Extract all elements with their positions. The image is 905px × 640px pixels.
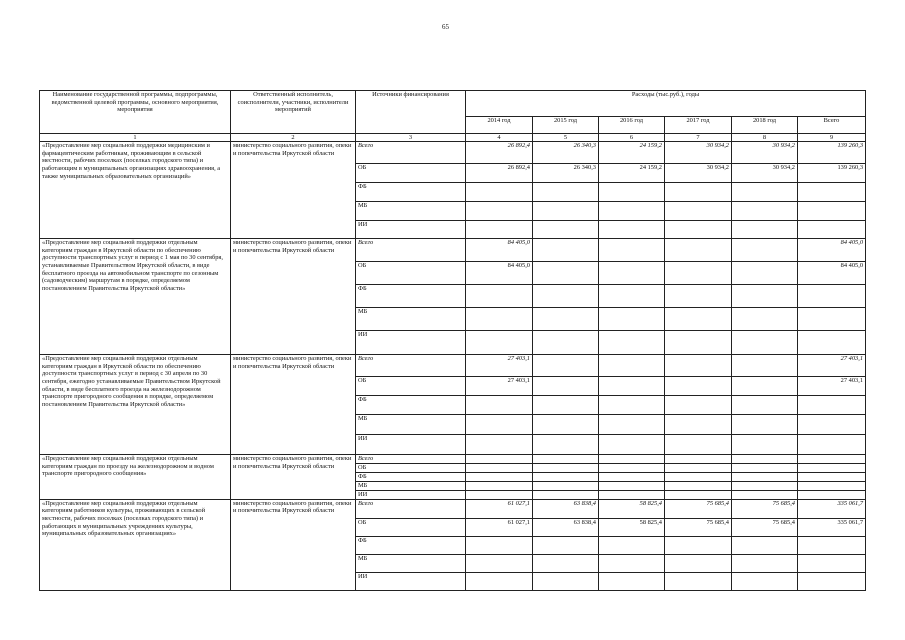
year-value-cell: 75 685,4: [665, 499, 732, 518]
year-value-cell: [732, 490, 798, 499]
total-value-cell: [798, 285, 866, 308]
total-value-cell: 335 061,7: [798, 518, 866, 536]
measure-name: «Предоставление мер социальной поддержки отдельным категориям граждан по проезду на железнодорожном и водном транспорте пригородного сообщения»: [40, 455, 231, 500]
responsible-executor: министерство социального развития, опеки и попечительства Иркутской области: [231, 499, 356, 590]
total-value-cell: 84 405,0: [798, 239, 866, 262]
responsible-executor: министерство социального развития, опеки и попечительства Иркутской области: [231, 142, 356, 239]
total-value-cell: [798, 536, 866, 554]
funding-source: ИИ: [356, 221, 466, 239]
total-value-cell: [798, 473, 866, 482]
year-value-cell: [533, 331, 599, 355]
year-value-cell: [665, 396, 732, 415]
year-value-cell: 24 159,2: [599, 142, 665, 164]
year-value-cell: [665, 572, 732, 590]
year-value-cell: [599, 482, 665, 491]
year-value-cell: [665, 202, 732, 221]
year-value-cell: 30 934,2: [665, 142, 732, 164]
funding-source: ОБ: [356, 464, 466, 473]
year-value-cell: [599, 202, 665, 221]
year-value-cell: [599, 464, 665, 473]
column-number: 4: [466, 134, 533, 142]
column-number: 3: [356, 134, 466, 142]
column-number: 2: [231, 134, 356, 142]
year-value-cell: [533, 482, 599, 491]
year-value-cell: [599, 473, 665, 482]
total-value-cell: [798, 202, 866, 221]
year-value-cell: [466, 455, 533, 464]
year-value-cell: [732, 262, 798, 285]
year-value-cell: [665, 536, 732, 554]
year-value-cell: 75 685,4: [732, 499, 798, 518]
year-value-cell: [599, 415, 665, 435]
year-value-cell: [732, 396, 798, 415]
year-value-cell: 75 685,4: [732, 518, 798, 536]
year-value-cell: [599, 536, 665, 554]
funding-source: ОБ: [356, 262, 466, 285]
year-value-cell: [599, 331, 665, 355]
funding-source: Всего: [356, 239, 466, 262]
year-value-cell: [665, 464, 732, 473]
column-number: 7: [665, 134, 732, 142]
total-value-cell: [798, 183, 866, 202]
total-value-cell: 84 405,0: [798, 262, 866, 285]
year-value-cell: [533, 415, 599, 435]
funding-source: Всего: [356, 455, 466, 464]
year-value-cell: [533, 464, 599, 473]
year-value-cell: [466, 572, 533, 590]
funding-source: ИИ: [356, 572, 466, 590]
year-value-cell: [599, 183, 665, 202]
year-value-cell: [732, 572, 798, 590]
total-value-cell: [798, 455, 866, 464]
year-value-cell: 26 892,4: [466, 164, 533, 183]
year-value-cell: [732, 455, 798, 464]
measure-name: «Предоставление мер социальной поддержки отдельным категориям работников культуры, проживающих в сельской местности, рабочих поселках (поселках городского типа) и работающих в муниципальных учреждениях культуры, муниципальных образовательных организациях»: [40, 499, 231, 590]
year-value-cell: 26 340,3: [533, 164, 599, 183]
year-value-cell: [732, 554, 798, 572]
year-value-cell: [599, 221, 665, 239]
year-value-cell: [533, 554, 599, 572]
funding-source: Всего: [356, 142, 466, 164]
header-executor-column: Ответственный исполнитель, соисполнители, участники, исполнители мероприятий: [231, 91, 356, 134]
column-number: 8: [732, 134, 798, 142]
year-value-cell: [599, 455, 665, 464]
year-value-cell: 58 825,4: [599, 499, 665, 518]
funding-source: ФБ: [356, 183, 466, 202]
funding-source: ОБ: [356, 377, 466, 396]
total-value-cell: 139 260,3: [798, 142, 866, 164]
header-year: 2014 год: [466, 117, 533, 134]
total-value-cell: [798, 490, 866, 499]
year-value-cell: [732, 415, 798, 435]
year-value-cell: [533, 202, 599, 221]
year-value-cell: [533, 308, 599, 331]
year-value-cell: [665, 239, 732, 262]
year-value-cell: [466, 183, 533, 202]
year-value-cell: [665, 262, 732, 285]
year-value-cell: [533, 473, 599, 482]
year-value-cell: [665, 355, 732, 377]
funding-source: ОБ: [356, 518, 466, 536]
year-value-cell: [665, 183, 732, 202]
year-value-cell: 84 405,0: [466, 239, 533, 262]
year-value-cell: [665, 435, 732, 455]
year-value-cell: 63 838,4: [533, 518, 599, 536]
year-value-cell: 30 934,2: [732, 164, 798, 183]
table-row: [40, 239, 866, 262]
year-value-cell: 24 159,2: [599, 164, 665, 183]
year-value-cell: [732, 435, 798, 455]
year-value-cell: [533, 239, 599, 262]
year-value-cell: 27 403,1: [466, 377, 533, 396]
year-value-cell: [665, 331, 732, 355]
year-value-cell: [732, 285, 798, 308]
year-value-cell: [533, 572, 599, 590]
year-value-cell: [466, 490, 533, 499]
funding-source: МБ: [356, 202, 466, 221]
header-year: 2015 год: [533, 117, 599, 134]
year-value-cell: 61 027,1: [466, 499, 533, 518]
year-value-cell: [732, 221, 798, 239]
year-value-cell: 30 934,2: [665, 164, 732, 183]
year-value-cell: 30 934,2: [732, 142, 798, 164]
year-value-cell: [533, 435, 599, 455]
year-value-cell: [599, 239, 665, 262]
total-value-cell: 335 061,7: [798, 499, 866, 518]
year-value-cell: [599, 554, 665, 572]
responsible-executor: министерство социального развития, опеки и попечительства Иркутской области: [231, 355, 356, 455]
total-value-cell: [798, 331, 866, 355]
column-number: 6: [599, 134, 665, 142]
header-source-column: Источники финансирования: [356, 91, 466, 134]
year-value-cell: [599, 490, 665, 499]
funding-source: МБ: [356, 554, 466, 572]
funding-source: ИИ: [356, 331, 466, 355]
header-expenses: Расходы (тыс.руб.), годы: [466, 91, 866, 117]
table-row: [40, 355, 866, 377]
header-year: 2018 год: [732, 117, 798, 134]
year-value-cell: [466, 331, 533, 355]
measure-name: «Предоставление мер социальной поддержки отдельным категориям граждан в Иркутской области по обеспечению доступности транспортных услуг в период с 30 апреля по 30 сентября, ежегодно устанавливаемые Правительством Иркутской области, в виде бесплатного проезда на железнодорожном транспорте пригородного сообщения в порядке, определяемом постановлением Правительства Иркутской области»: [40, 355, 231, 455]
table-row: [40, 142, 866, 164]
year-value-cell: [466, 473, 533, 482]
year-value-cell: [665, 455, 732, 464]
year-value-cell: [599, 308, 665, 331]
year-value-cell: [665, 490, 732, 499]
measure-name: «Предоставление мер социальной поддержки отдельным категориям граждан в Иркутской области по обеспечению доступности транспортных услуг в период с 1 мая по 30 сентября, устанавливаемые Правительством Иркутской области, в виде бесплатного проезда на автомобильном транспорте по сезонным (садоводческим) маршрутам в порядке, определяемом постановлением Правительства Иркутской области»: [40, 239, 231, 355]
year-value-cell: [732, 202, 798, 221]
year-value-cell: [533, 183, 599, 202]
total-value-cell: 27 403,1: [798, 355, 866, 377]
total-value-cell: [798, 396, 866, 415]
year-value-cell: [599, 377, 665, 396]
total-value-cell: [798, 554, 866, 572]
year-value-cell: [732, 464, 798, 473]
year-value-cell: [466, 554, 533, 572]
year-value-cell: [533, 396, 599, 415]
year-value-cell: [665, 221, 732, 239]
header-name-column: Наименование государственной программы, подпрограммы, ведомственной целевой программы, основного мероприятия, мероприятия: [40, 91, 231, 134]
column-number: 5: [533, 134, 599, 142]
year-value-cell: [533, 536, 599, 554]
total-value-cell: [798, 435, 866, 455]
table-body: [40, 142, 866, 591]
year-value-cell: [533, 285, 599, 308]
year-value-cell: [665, 473, 732, 482]
year-value-cell: [533, 490, 599, 499]
year-value-cell: [466, 396, 533, 415]
year-value-cell: 27 403,1: [466, 355, 533, 377]
total-value-cell: [798, 482, 866, 491]
year-value-cell: 63 838,4: [533, 499, 599, 518]
year-value-cell: [466, 536, 533, 554]
year-value-cell: [732, 473, 798, 482]
year-value-cell: [466, 221, 533, 239]
year-value-cell: [533, 455, 599, 464]
total-value-cell: [798, 308, 866, 331]
year-value-cell: [732, 239, 798, 262]
funding-source: ФБ: [356, 536, 466, 554]
year-value-cell: [533, 221, 599, 239]
year-value-cell: [599, 435, 665, 455]
year-value-cell: [466, 285, 533, 308]
year-value-cell: [665, 415, 732, 435]
funding-source: МБ: [356, 482, 466, 491]
funding-source: ФБ: [356, 473, 466, 482]
page-number: 65: [442, 23, 449, 31]
funding-source: Всего: [356, 355, 466, 377]
funding-source: ИИ: [356, 435, 466, 455]
year-value-cell: [665, 285, 732, 308]
year-value-cell: [599, 572, 665, 590]
total-value-cell: [798, 572, 866, 590]
year-value-cell: [533, 262, 599, 285]
funding-source: МБ: [356, 415, 466, 435]
year-value-cell: 58 825,4: [599, 518, 665, 536]
year-value-cell: [732, 482, 798, 491]
year-value-cell: [466, 415, 533, 435]
table-row: [40, 455, 866, 464]
year-value-cell: 26 340,3: [533, 142, 599, 164]
year-value-cell: 61 027,1: [466, 518, 533, 536]
total-value-cell: [798, 464, 866, 473]
year-value-cell: [599, 396, 665, 415]
year-value-cell: [732, 377, 798, 396]
funding-source: ФБ: [356, 285, 466, 308]
funding-source: ИИ: [356, 490, 466, 499]
funding-source: Всего: [356, 499, 466, 518]
year-value-cell: [732, 183, 798, 202]
funding-source: МБ: [356, 308, 466, 331]
year-value-cell: [466, 202, 533, 221]
year-value-cell: [665, 308, 732, 331]
year-value-cell: [466, 435, 533, 455]
funding-source: ОБ: [356, 164, 466, 183]
responsible-executor: министерство социального развития, опеки и попечительства Иркутской области: [231, 239, 356, 355]
expenditure-table: [39, 90, 866, 591]
year-value-cell: [533, 355, 599, 377]
year-value-cell: 75 685,4: [665, 518, 732, 536]
year-value-cell: [732, 355, 798, 377]
year-value-cell: [599, 355, 665, 377]
year-value-cell: [732, 536, 798, 554]
year-value-cell: [466, 464, 533, 473]
year-value-cell: [533, 377, 599, 396]
measure-name: «Предоставление мер социальной поддержки медицинским и фармацевтическим работникам, проживающим в сельской местности, рабочих поселках (поселках городского типа) и работающим в муниципальных организациях здравоохранения, а также муниципальных образовательных организаций»: [40, 142, 231, 239]
year-value-cell: [732, 308, 798, 331]
year-value-cell: [466, 482, 533, 491]
funding-source: ФБ: [356, 396, 466, 415]
header-year: 2017 год: [665, 117, 732, 134]
year-value-cell: [466, 308, 533, 331]
header-total: Всего: [798, 117, 866, 134]
header-year: 2016 год: [599, 117, 665, 134]
table-row: [40, 499, 866, 518]
year-value-cell: [599, 285, 665, 308]
total-value-cell: 27 403,1: [798, 377, 866, 396]
total-value-cell: 139 260,3: [798, 164, 866, 183]
year-value-cell: [599, 262, 665, 285]
total-value-cell: [798, 415, 866, 435]
year-value-cell: [665, 554, 732, 572]
responsible-executor: министерство социального развития, опеки и попечительства Иркутской области: [231, 455, 356, 500]
year-value-cell: 26 892,4: [466, 142, 533, 164]
year-value-cell: 84 405,0: [466, 262, 533, 285]
year-value-cell: [732, 331, 798, 355]
year-value-cell: [665, 482, 732, 491]
total-value-cell: [798, 221, 866, 239]
column-number: 9: [798, 134, 866, 142]
column-number: 1: [40, 134, 231, 142]
year-value-cell: [665, 377, 732, 396]
